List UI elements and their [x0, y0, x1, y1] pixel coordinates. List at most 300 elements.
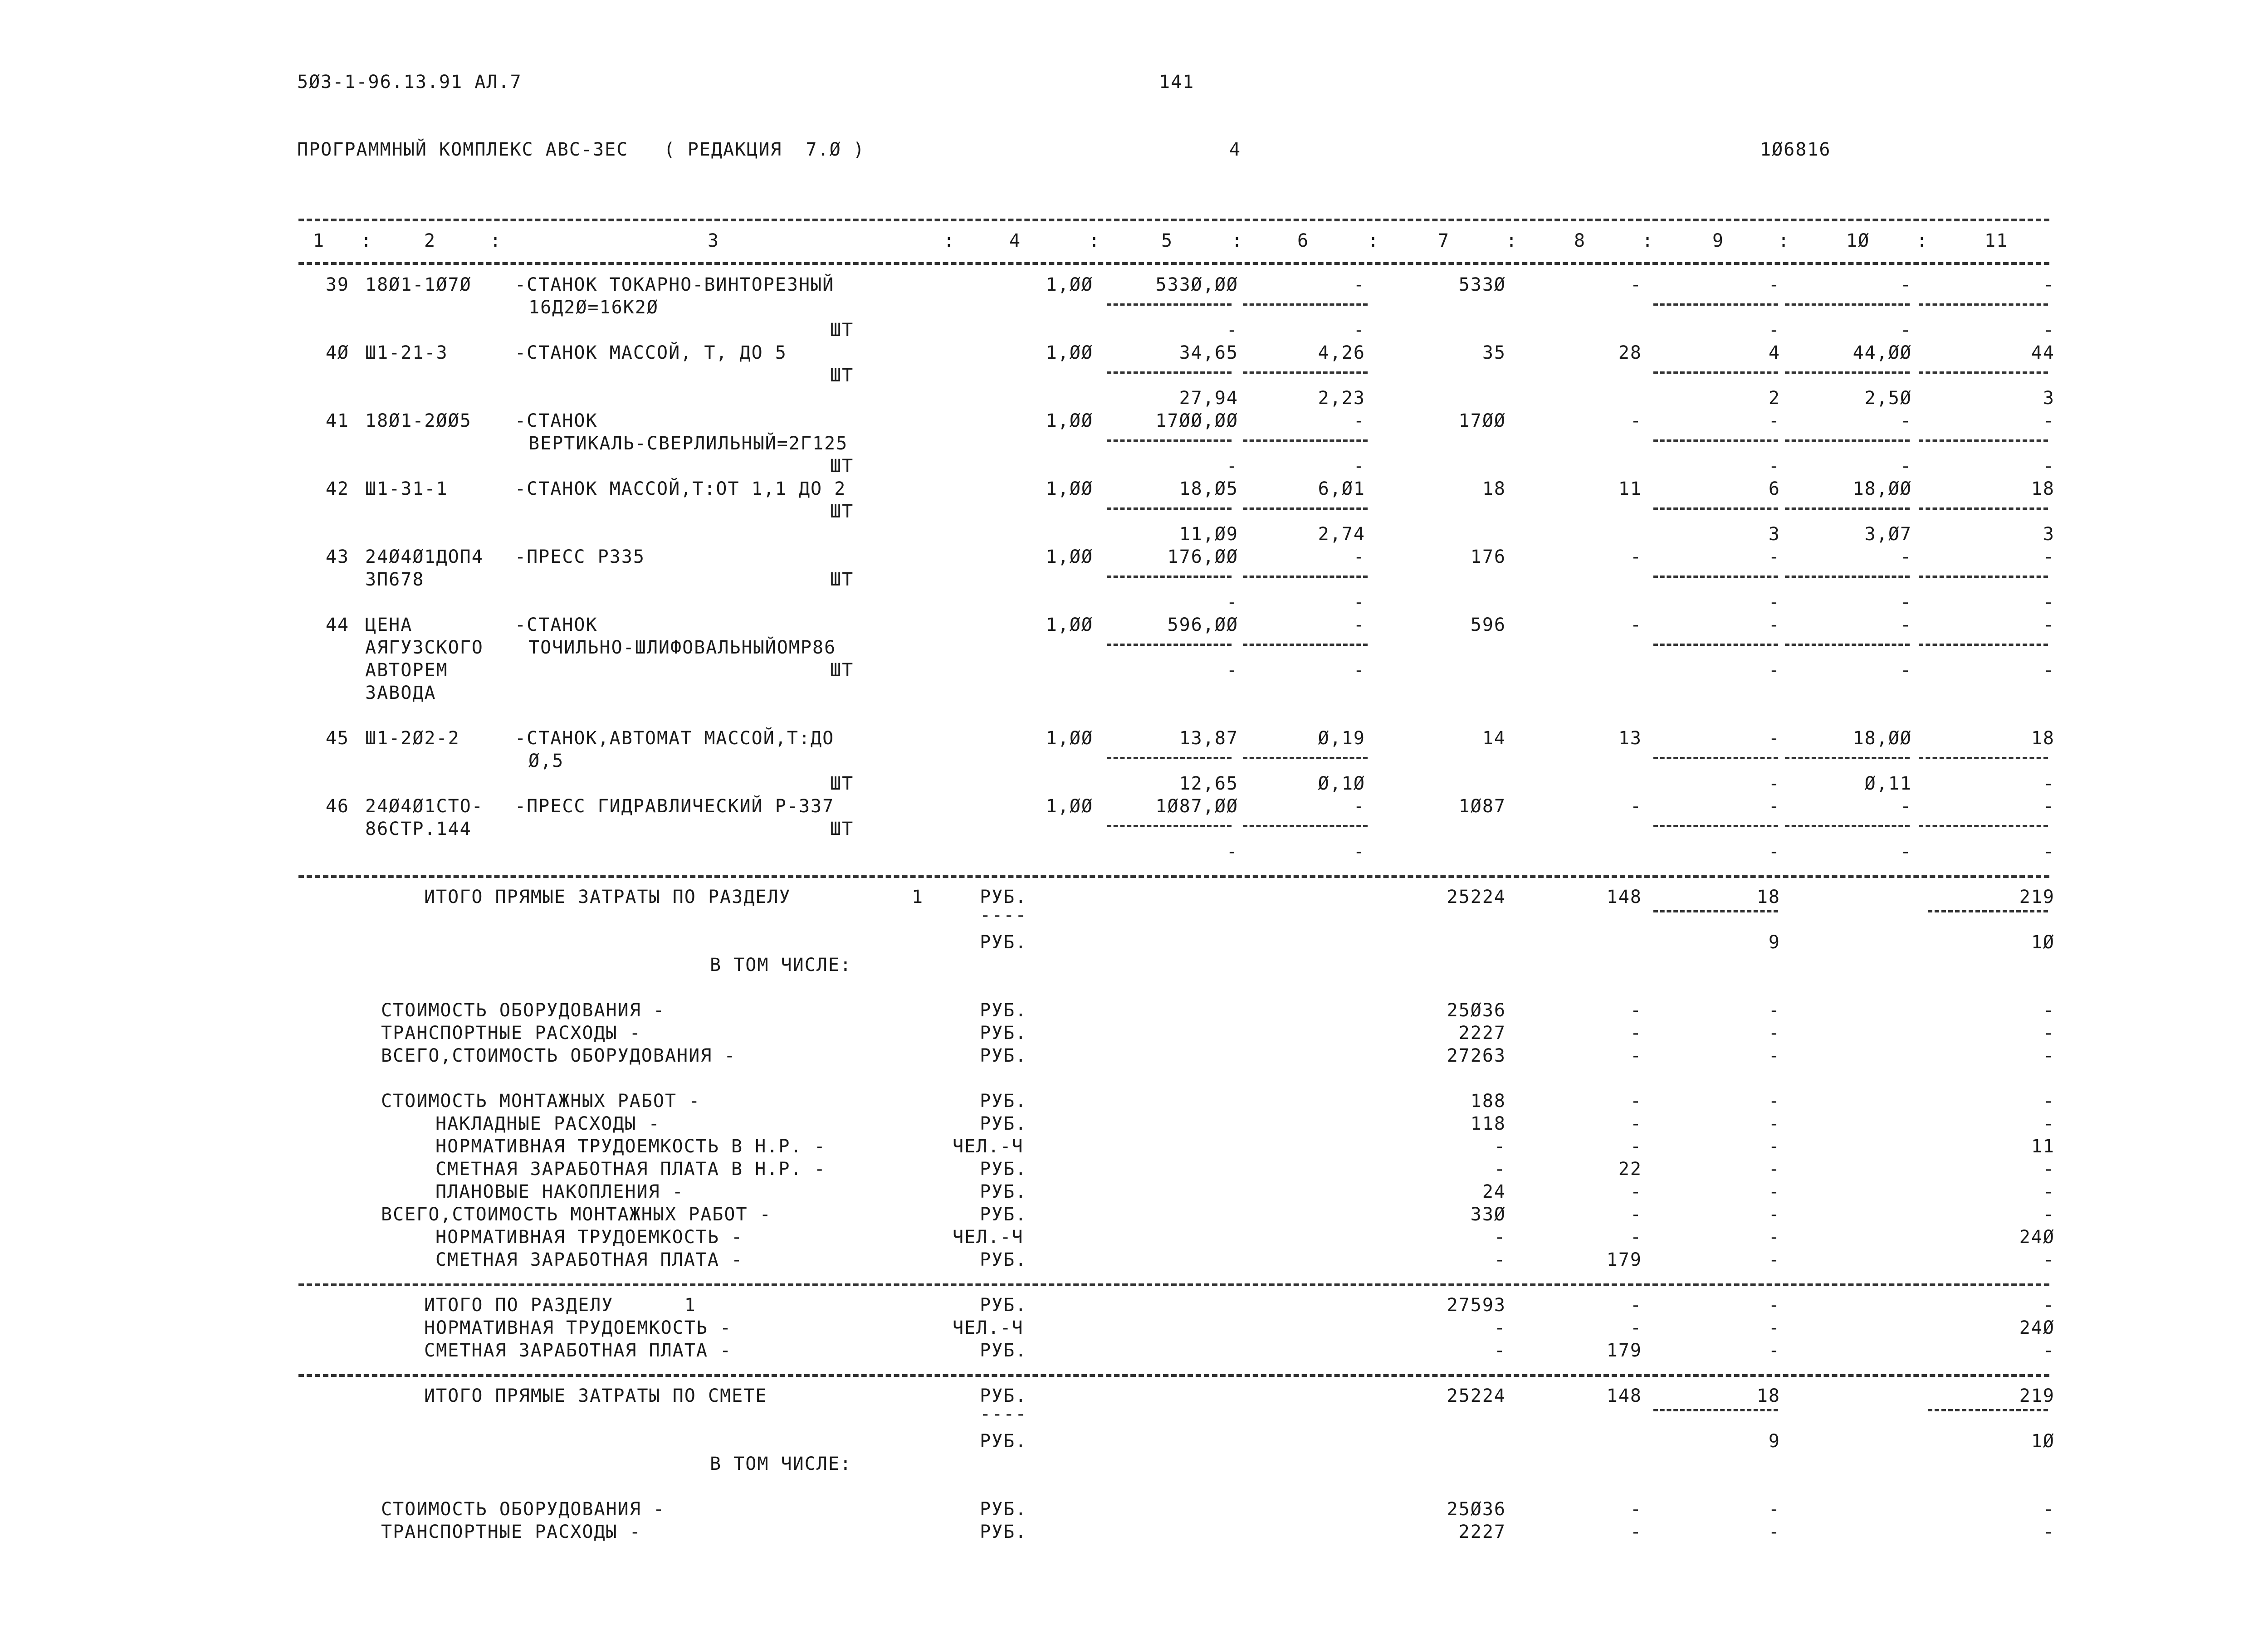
- row-sub-value-9: -: [1768, 660, 1780, 681]
- row-sub-value-6: -: [1353, 592, 1365, 613]
- totals-value-11b: 1Ø: [2031, 1431, 2055, 1452]
- summary-value-8: -: [1630, 1181, 1642, 1202]
- row-quantity: 1,ØØ: [1046, 615, 1093, 635]
- totals-unit: РУБ.: [980, 1385, 1027, 1406]
- summary-value-7: 118: [1470, 1113, 1506, 1134]
- totals-value-11: 219: [2019, 887, 2055, 907]
- summary-unit: РУБ.: [980, 1159, 1027, 1180]
- summary-label: НОРМАТИВНАЯ ТРУДОЕМКОСТЬ -: [435, 1227, 743, 1248]
- summary-value-8: -: [1630, 1499, 1642, 1520]
- row-value-c7: 35: [1482, 342, 1506, 363]
- row-sub-value-10: -: [1900, 841, 1912, 862]
- column-separator: :: [1506, 230, 1518, 251]
- value-separator: [1919, 303, 2048, 306]
- summary-value-8: 179: [1606, 1340, 1642, 1361]
- summary-value-7: 27593: [1447, 1295, 1506, 1316]
- value-separator: [1785, 576, 1910, 578]
- totals-separator: [1928, 1409, 2048, 1411]
- column-header-10: 1Ø: [1846, 230, 1870, 251]
- row-value-c5: 176,ØØ: [1167, 546, 1238, 567]
- row-value-c10: -: [1900, 274, 1912, 295]
- row-value-c6: -: [1353, 546, 1365, 567]
- summary-label: НАКЛАДНЫЕ РАСХОДЫ -: [435, 1113, 660, 1134]
- value-separator: [1653, 371, 1778, 374]
- row-sub-value-9: -: [1768, 773, 1780, 794]
- row-value-c11: -: [2043, 796, 2055, 817]
- summary-value-11: -: [2043, 1181, 2055, 1202]
- column-header-11: 11: [1984, 230, 2009, 251]
- row-sub-value-6: -: [1353, 841, 1365, 862]
- row-code: 86СТР.144: [365, 819, 472, 839]
- summary-label: СМЕТНАЯ ЗАРАБОТНАЯ ПЛАТА -: [424, 1340, 732, 1361]
- row-value-c10: 44,ØØ: [1853, 342, 1912, 363]
- row-name: Ø,5: [528, 751, 564, 771]
- summary-unit: РУБ.: [980, 1023, 1027, 1044]
- row-value-c9: -: [1768, 546, 1780, 567]
- totals-value-7: 25224: [1447, 1385, 1506, 1406]
- row-value-c9: -: [1768, 728, 1780, 749]
- summary-unit: ЧЕЛ.-Ч: [953, 1136, 1024, 1157]
- row-quantity: 1,ØØ: [1046, 546, 1093, 567]
- row-value-c6: -: [1353, 796, 1365, 817]
- row-code: 24Ø4Ø1СТО-: [365, 796, 484, 817]
- value-separator: [1243, 371, 1368, 374]
- including-label: В ТОМ ЧИСЛЕ:: [710, 1454, 852, 1474]
- summary-value-9: -: [1768, 1023, 1780, 1044]
- row-code: 3П678: [365, 569, 425, 590]
- row-unit: ШТ: [830, 320, 854, 341]
- row-value-c10: 18,ØØ: [1853, 478, 1912, 499]
- summary-value-8: -: [1630, 1204, 1642, 1225]
- summary-unit: ЧЕЛ.-Ч: [953, 1227, 1024, 1248]
- summary-value-7: -: [1494, 1227, 1506, 1248]
- value-separator: [1653, 576, 1778, 578]
- summary-value-7: -: [1494, 1340, 1506, 1361]
- summary-value-11: -: [2043, 1045, 2055, 1066]
- value-separator: [1243, 439, 1368, 442]
- row-sub-value-11: 3: [2043, 388, 2055, 409]
- row-code: Ш1-31-1: [365, 478, 448, 499]
- totals-label: ИТОГО ПРЯМЫЕ ЗАТРАТЫ ПО СМЕТЕ: [424, 1385, 767, 1406]
- header-bottom-rule: [298, 262, 2049, 265]
- summary-value-7: 25Ø36: [1447, 1499, 1506, 1520]
- value-separator: [1653, 825, 1778, 827]
- summary-unit: РУБ.: [980, 1340, 1027, 1361]
- row-value-c5: 17ØØ,ØØ: [1155, 410, 1238, 431]
- row-value-c9: -: [1768, 615, 1780, 635]
- totals-value-9: 18: [1756, 1385, 1780, 1406]
- row-name: -СТАНОК: [515, 410, 598, 431]
- summary-value-7: 2227: [1458, 1522, 1506, 1542]
- totals-value-9b: 9: [1768, 1431, 1780, 1452]
- row-value-c7: 18: [1482, 478, 1506, 499]
- row-value-c8: 11: [1618, 478, 1642, 499]
- estimate-rule: [298, 1374, 2049, 1377]
- row-value-c7: 1Ø87: [1458, 796, 1506, 817]
- row-sub-value-10: -: [1900, 456, 1912, 477]
- row-value-c7: 533Ø: [1458, 274, 1506, 295]
- value-separator: [1653, 303, 1778, 306]
- row-value-c5: 34,65: [1179, 342, 1238, 363]
- document-number: 1Ø6816: [1760, 139, 1831, 160]
- value-separator: [1653, 757, 1778, 759]
- summary-value-7: 188: [1470, 1091, 1506, 1112]
- value-separator: [1243, 303, 1368, 306]
- row-name: ВЕРТИКАЛЬ-СВЕРЛИЛЬНЫЙ=2Г125: [528, 433, 848, 454]
- row-value-c10: -: [1900, 615, 1912, 635]
- row-value-c7: 596: [1470, 615, 1506, 635]
- value-separator: [1107, 644, 1232, 646]
- page-number: 141: [1159, 72, 1195, 93]
- row-value-c5: 13,87: [1179, 728, 1238, 749]
- row-number: 42: [325, 478, 349, 499]
- summary-value-7: -: [1494, 1136, 1506, 1157]
- value-separator: [1243, 507, 1368, 510]
- summary-value-7: -: [1494, 1159, 1506, 1180]
- totals-value-7: 25224: [1447, 887, 1506, 907]
- row-value-c6: 6,Ø1: [1318, 478, 1365, 499]
- row-name: ТОЧИЛЬНО-ШЛИФОВАЛЬНЫЙОМР86: [528, 637, 836, 658]
- summary-value-8: -: [1630, 1023, 1642, 1044]
- summary-unit: РУБ.: [980, 1181, 1027, 1202]
- summary-label: СТОИМОСТЬ МОНТАЖНЫХ РАБОТ -: [381, 1091, 701, 1112]
- summary-label: ВСЕГО,СТОИМОСТЬ МОНТАЖНЫХ РАБОТ -: [381, 1204, 772, 1225]
- summary-value-8: -: [1630, 1227, 1642, 1248]
- row-sub-value-6: Ø,1Ø: [1318, 773, 1365, 794]
- summary-value-9: -: [1768, 1227, 1780, 1248]
- value-separator: [1107, 303, 1232, 306]
- row-sub-value-11: -: [2043, 660, 2055, 681]
- row-name: -СТАНОК МАССОЙ, Т, ДО 5: [515, 342, 787, 363]
- summary-value-11: 24Ø: [2019, 1227, 2055, 1248]
- row-unit: ШТ: [830, 501, 854, 522]
- totals-value-11b: 1Ø: [2031, 932, 2055, 953]
- row-value-c6: -: [1353, 615, 1365, 635]
- summary-value-9: -: [1768, 1499, 1780, 1520]
- row-value-c6: 4,26: [1318, 342, 1365, 363]
- summary-value-11: -: [2043, 1091, 2055, 1112]
- row-sub-value-9: -: [1768, 456, 1780, 477]
- row-value-c8: -: [1630, 410, 1642, 431]
- row-value-c6: -: [1353, 410, 1365, 431]
- value-separator: [1919, 507, 2048, 510]
- summary-value-9: -: [1768, 1136, 1780, 1157]
- row-sub-value-5: -: [1226, 592, 1238, 613]
- row-value-c9: -: [1768, 796, 1780, 817]
- row-sub-value-11: -: [2043, 773, 2055, 794]
- totals-value-11: 219: [2019, 1385, 2055, 1406]
- column-separator: :: [943, 230, 956, 251]
- summary-value-11: -: [2043, 1340, 2055, 1361]
- row-unit: ШТ: [830, 365, 854, 386]
- column-header-5: 5: [1161, 230, 1173, 251]
- row-value-c5: 533Ø,ØØ: [1155, 274, 1238, 295]
- value-separator: [1653, 439, 1778, 442]
- section-rule: [298, 875, 2049, 878]
- value-separator: [1919, 644, 2048, 646]
- summary-label: ПЛАНОВЫЕ НАКОПЛЕНИЯ -: [435, 1181, 684, 1202]
- summary-value-8: 179: [1606, 1249, 1642, 1270]
- row-quantity: 1,ØØ: [1046, 478, 1093, 499]
- value-separator: [1785, 644, 1910, 646]
- column-header-8: 8: [1574, 230, 1586, 251]
- row-value-c8: 13: [1618, 728, 1642, 749]
- row-value-c6: -: [1353, 274, 1365, 295]
- section-total-rule: [298, 1283, 2049, 1286]
- summary-value-9: -: [1768, 1317, 1780, 1338]
- row-sub-value-5: 11,Ø9: [1179, 524, 1238, 545]
- summary-value-11: -: [2043, 1113, 2055, 1134]
- totals-unit-2: РУБ.: [980, 932, 1027, 953]
- row-sub-value-6: -: [1353, 320, 1365, 341]
- row-value-c8: -: [1630, 546, 1642, 567]
- row-value-c9: 6: [1768, 478, 1780, 499]
- column-separator: :: [1232, 230, 1244, 251]
- row-name: -СТАНОК МАССОЙ,Т:ОТ 1,1 ДО 2: [515, 478, 846, 499]
- row-number: 45: [325, 728, 349, 749]
- row-name: 16Д2Ø=16К2Ø: [528, 297, 659, 318]
- row-sub-value-11: -: [2043, 841, 2055, 862]
- row-number: 4Ø: [325, 342, 349, 363]
- value-separator: [1919, 757, 2048, 759]
- row-sub-value-5: -: [1226, 320, 1238, 341]
- row-value-c10: -: [1900, 410, 1912, 431]
- summary-value-11: 11: [2031, 1136, 2055, 1157]
- summary-label: СМЕТНАЯ ЗАРАБОТНАЯ ПЛАТА В Н.Р. -: [435, 1159, 826, 1180]
- value-separator: [1919, 371, 2048, 374]
- summary-label: ТРАНСПОРТНЫЕ РАСХОДЫ -: [381, 1522, 641, 1542]
- summary-unit: РУБ.: [980, 1522, 1027, 1542]
- row-sub-value-6: -: [1353, 660, 1365, 681]
- value-separator: [1653, 644, 1778, 646]
- row-sub-value-10: -: [1900, 660, 1912, 681]
- row-code: 18Ø1-2ØØ5: [365, 410, 472, 431]
- row-sub-value-9: -: [1768, 841, 1780, 862]
- summary-unit: РУБ.: [980, 1045, 1027, 1066]
- column-separator: :: [1778, 230, 1790, 251]
- column-separator: :: [1089, 230, 1101, 251]
- totals-label: ИТОГО ПРЯМЫЕ ЗАТРАТЫ ПО РАЗДЕЛУ: [424, 887, 791, 907]
- value-separator: [1785, 825, 1910, 827]
- column-header-4: 4: [1009, 230, 1022, 251]
- summary-value-11: 24Ø: [2019, 1317, 2055, 1338]
- value-separator: [1107, 507, 1232, 510]
- program-title: ПРОГРАММНЫЙ КОМПЛЕКС АВС-3ЕС ( РЕДАКЦИЯ 7.Ø ): [297, 139, 865, 160]
- row-quantity: 1,ØØ: [1046, 274, 1093, 295]
- row-quantity: 1,ØØ: [1046, 796, 1093, 817]
- row-sub-value-6: 2,23: [1318, 388, 1365, 409]
- row-value-c6: Ø,19: [1318, 728, 1365, 749]
- summary-value-9: -: [1768, 1000, 1780, 1021]
- row-value-c11: -: [2043, 546, 2055, 567]
- summary-value-8: -: [1630, 1295, 1642, 1316]
- row-number: 44: [325, 615, 349, 635]
- value-separator: [1243, 757, 1368, 759]
- including-label: В ТОМ ЧИСЛЕ:: [710, 955, 852, 976]
- row-name: -ПРЕСС ГИДРАВЛИЧЕСКИЙ Р-337: [515, 796, 835, 817]
- row-sub-value-11: -: [2043, 456, 2055, 477]
- summary-value-11: -: [2043, 1023, 2055, 1044]
- column-header-9: 9: [1712, 230, 1725, 251]
- value-separator: [1243, 644, 1368, 646]
- section-number: 4: [1229, 139, 1242, 160]
- summary-value-9: -: [1768, 1340, 1780, 1361]
- row-name: -ПРЕСС Р335: [515, 546, 645, 567]
- summary-value-8: -: [1630, 1113, 1642, 1134]
- totals-unit: РУБ.: [980, 887, 1027, 907]
- summary-value-9: -: [1768, 1295, 1780, 1316]
- totals-unit-2: РУБ.: [980, 1431, 1027, 1452]
- row-value-c5: 18,Ø5: [1179, 478, 1238, 499]
- summary-value-9: -: [1768, 1181, 1780, 1202]
- row-quantity: 1,ØØ: [1046, 728, 1093, 749]
- value-separator: [1653, 507, 1778, 510]
- summary-value-11: -: [2043, 1249, 2055, 1270]
- summary-unit: РУБ.: [980, 1499, 1027, 1520]
- summary-value-9: -: [1768, 1091, 1780, 1112]
- row-sub-value-11: -: [2043, 320, 2055, 341]
- row-sub-value-5: 27,94: [1179, 388, 1238, 409]
- column-header-7: 7: [1438, 230, 1450, 251]
- value-separator: [1919, 439, 2048, 442]
- row-value-c9: -: [1768, 274, 1780, 295]
- summary-value-11: -: [2043, 1522, 2055, 1542]
- row-code: АЯГУЗСКОГО: [365, 637, 484, 658]
- column-separator: :: [1368, 230, 1380, 251]
- totals-value-9: 18: [1756, 887, 1780, 907]
- column-separator: :: [361, 230, 373, 251]
- value-separator: [1107, 757, 1232, 759]
- totals-unit-dash: ----: [980, 1404, 1027, 1424]
- summary-unit: РУБ.: [980, 1204, 1027, 1225]
- row-sub-value-5: -: [1226, 841, 1238, 862]
- summary-label: ВСЕГО,СТОИМОСТЬ ОБОРУДОВАНИЯ -: [381, 1045, 736, 1066]
- row-sub-value-9: -: [1768, 592, 1780, 613]
- row-sub-value-5: -: [1226, 660, 1238, 681]
- row-value-c11: 18: [2031, 478, 2055, 499]
- summary-value-8: -: [1630, 1317, 1642, 1338]
- row-unit: ШТ: [830, 773, 854, 794]
- row-code: 18Ø1-1Ø7Ø: [365, 274, 472, 295]
- column-separator: :: [1642, 230, 1654, 251]
- row-number: 39: [325, 274, 349, 295]
- summary-value-9: -: [1768, 1204, 1780, 1225]
- value-separator: [1107, 576, 1232, 578]
- summary-value-9: -: [1768, 1522, 1780, 1542]
- summary-value-8: -: [1630, 1045, 1642, 1066]
- summary-value-7: -: [1494, 1249, 1506, 1270]
- row-value-c7: 14: [1482, 728, 1506, 749]
- summary-value-8: -: [1630, 1136, 1642, 1157]
- summary-value-11: -: [2043, 1159, 2055, 1180]
- top-rule: [298, 219, 2049, 221]
- row-value-c11: 44: [2031, 342, 2055, 363]
- summary-unit: РУБ.: [980, 1113, 1027, 1134]
- totals-separator: [1928, 910, 2048, 912]
- summary-value-9: -: [1768, 1045, 1780, 1066]
- summary-value-7: 2227: [1458, 1023, 1506, 1044]
- summary-value-8: -: [1630, 1522, 1642, 1542]
- summary-label: ТРАНСПОРТНЫЕ РАСХОДЫ -: [381, 1023, 641, 1044]
- value-separator: [1785, 303, 1910, 306]
- row-sub-value-11: -: [2043, 592, 2055, 613]
- row-sub-value-9: -: [1768, 320, 1780, 341]
- summary-value-11: -: [2043, 1204, 2055, 1225]
- row-value-c7: 176: [1470, 546, 1506, 567]
- row-code: АВТОРЕМ: [365, 660, 448, 681]
- summary-label: НОРМАТИВНАЯ ТРУДОЕМКОСТЬ -: [424, 1317, 732, 1338]
- value-separator: [1785, 757, 1910, 759]
- value-separator: [1785, 507, 1910, 510]
- summary-value-7: 25Ø36: [1447, 1000, 1506, 1021]
- row-sub-value-10: -: [1900, 320, 1912, 341]
- row-quantity: 1,ØØ: [1046, 342, 1093, 363]
- row-sub-value-5: -: [1226, 456, 1238, 477]
- totals-section-number: 1: [912, 887, 924, 907]
- summary-value-9: -: [1768, 1159, 1780, 1180]
- row-value-c5: 1Ø87,ØØ: [1155, 796, 1238, 817]
- row-code: ЦЕНА: [365, 615, 413, 635]
- summary-unit: РУБ.: [980, 1091, 1027, 1112]
- summary-value-9: -: [1768, 1249, 1780, 1270]
- row-code: Ш1-21-3: [365, 342, 448, 363]
- row-value-c11: 18: [2031, 728, 2055, 749]
- row-sub-value-10: Ø,11: [1864, 773, 1912, 794]
- summary-label: НОРМАТИВНАЯ ТРУДОЕМКОСТЬ В Н.Р. -: [435, 1136, 826, 1157]
- row-value-c8: -: [1630, 796, 1642, 817]
- row-sub-value-10: 3,Ø7: [1864, 524, 1912, 545]
- row-value-c8: 28: [1618, 342, 1642, 363]
- summary-value-11: -: [2043, 1499, 2055, 1520]
- summary-value-8: -: [1630, 1000, 1642, 1021]
- row-value-c7: 17ØØ: [1458, 410, 1506, 431]
- row-value-c8: -: [1630, 615, 1642, 635]
- value-separator: [1107, 825, 1232, 827]
- totals-separator: [1653, 910, 1778, 912]
- row-sub-value-10: -: [1900, 592, 1912, 613]
- row-sub-value-6: -: [1353, 456, 1365, 477]
- column-separator: :: [490, 230, 502, 251]
- column-header-3: 3: [708, 230, 720, 251]
- row-code: Ш1-2Ø2-2: [365, 728, 460, 749]
- row-value-c11: -: [2043, 274, 2055, 295]
- row-value-c11: -: [2043, 410, 2055, 431]
- row-code: 24Ø4Ø1ДОП4: [365, 546, 484, 567]
- summary-label: СТОИМОСТЬ ОБОРУДОВАНИЯ -: [381, 1499, 665, 1520]
- row-value-c9: 4: [1768, 342, 1780, 363]
- row-name: -СТАНОК,АВТОМАТ МАССОЙ,Т:ДО: [515, 728, 835, 749]
- summary-value-7: 27263: [1447, 1045, 1506, 1066]
- row-value-c11: -: [2043, 615, 2055, 635]
- summary-value-8: 22: [1618, 1159, 1642, 1180]
- summary-unit: ЧЕЛ.-Ч: [953, 1317, 1024, 1338]
- value-separator: [1243, 825, 1368, 827]
- row-sub-value-9: 2: [1768, 388, 1780, 409]
- row-code: ЗАВОДА: [365, 683, 436, 703]
- row-unit: ШТ: [830, 819, 854, 839]
- row-unit: ШТ: [830, 660, 854, 681]
- row-quantity: 1,ØØ: [1046, 410, 1093, 431]
- summary-value-9: -: [1768, 1113, 1780, 1134]
- row-name: -СТАНОК ТОКАРНО-ВИНТОРЕЗНЫЙ: [515, 274, 835, 295]
- row-value-c8: -: [1630, 274, 1642, 295]
- row-value-c9: -: [1768, 410, 1780, 431]
- value-separator: [1107, 439, 1232, 442]
- row-sub-value-9: 3: [1768, 524, 1780, 545]
- totals-value-8: 148: [1606, 1385, 1642, 1406]
- row-sub-value-10: 2,5Ø: [1864, 388, 1912, 409]
- value-separator: [1919, 576, 2048, 578]
